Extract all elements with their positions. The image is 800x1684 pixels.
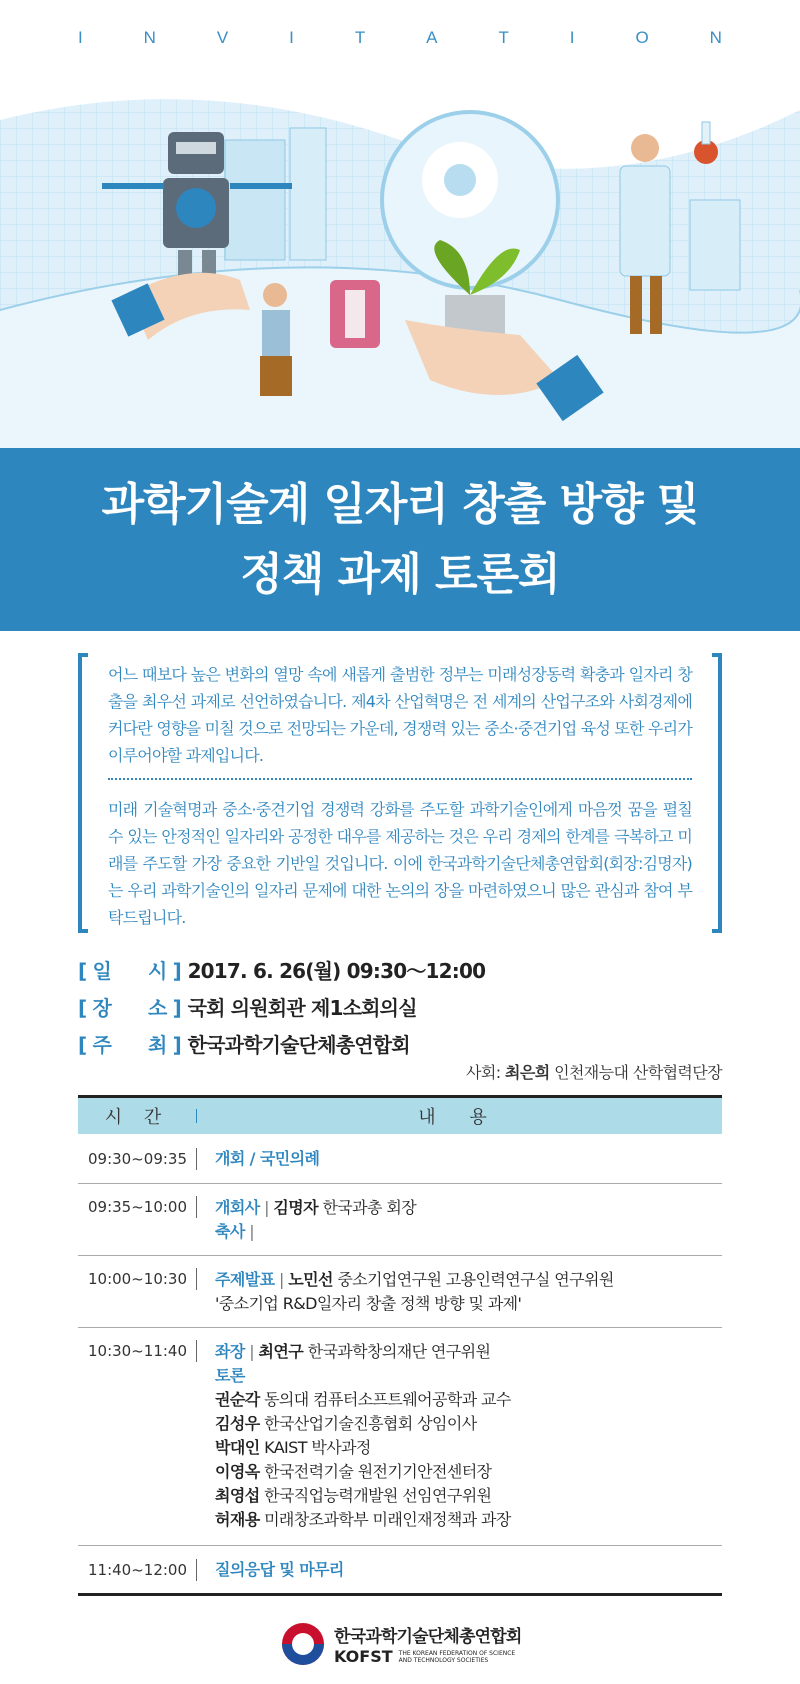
panelist-affil: 한국직업능력개발원 선임연구위원 (264, 1486, 492, 1505)
moderator-line (466, 1060, 722, 1083)
invitation-heading (0, 28, 800, 48)
intro-paragraph-2: 미래 기술혁명과 중소·중견기업 경쟁력 강화를 주도할 과학기술인에게 마음껏 꿈을 펼칠 수 있는 안정적인 일자리와 공정한 대우를 제공하는 것은 우리 경제의 한계를 극복하고 미래를 주도할 가장 중요한 기반일 것입니다. 이에 한국과학기술단체총연합회(회장:김명자)는 우리 과학기술인의 일자리 문제에 대한 논의의 장을 마련하였으니 많은 관심과 참여 부탁드립니다. (108, 800, 692, 927)
info-date (78, 955, 485, 984)
panelist-affil: 미래창조과학부 미래인재정책과 과장 (264, 1510, 511, 1529)
info-host-value: 한국과학기술단체총연합회 (187, 1033, 410, 1057)
table-row: 10:30~11:40 좌장 | 최연구 한국과학창의재단 연구위원 토론 권순각 동의대 컴퓨터소프트웨어공학과 교수 김성우 한국산업기술진흥협회 상임이사 박대인 KAIST 박사과정 이영옥 한국전력기술 원전기기안전센터장 최영섭 한국직업능력개발원 선임연구위원 허재용 미래창조과학부 미래인재정책과 과장 (78, 1328, 722, 1546)
row-time: 09:35~10:00 (88, 1198, 188, 1216)
panelist-affil: KAIST 박사과정 (264, 1438, 371, 1457)
invite-letter: I (289, 28, 294, 47)
page-title-line1: 과학기술계 일자리 창출 방향 및 (101, 479, 699, 530)
info-date-value: 2017. 6. 26(월) 09:30～12:00 (187, 959, 486, 983)
hero-illustration (0, 80, 800, 448)
panelist (215, 1484, 722, 1508)
invite-letter: T (498, 28, 509, 47)
speaker-name: 노민선 (288, 1270, 333, 1289)
info-host (78, 1029, 410, 1058)
page-title-line2: 정책 과제 토론회 (240, 549, 560, 600)
footer-logo (280, 1620, 540, 1668)
panelist-affil: 한국산업기술진흥협회 상임이사 (264, 1414, 477, 1433)
info-place-label: [ 장 소 ] (78, 996, 182, 1020)
speaker-affil: 한국과학창의재단 연구위원 (307, 1342, 491, 1361)
table-header (78, 1095, 722, 1134)
invite-letter: I (78, 28, 83, 47)
panelist-name: 이영옥 (215, 1462, 260, 1481)
row-time: 09:30~09:35 (88, 1149, 188, 1168)
bracket-right (712, 653, 722, 933)
footer-org-en-full-1: THE KOREAN FEDERATION OF SCIENCE (398, 1649, 516, 1657)
panelist-name: 권순각 (215, 1390, 260, 1409)
title-banner (0, 448, 800, 631)
row-time: 10:00~10:30 (88, 1270, 188, 1288)
table-row: 09:35~10:00 개회사 | 김명자 한국과총 회장 축사 | (78, 1184, 722, 1256)
panelist-name: 허재용 (215, 1510, 260, 1529)
speaker-name: 최연구 (258, 1342, 304, 1361)
table-row (78, 1546, 722, 1596)
panelist (215, 1412, 722, 1436)
invite-letter: I (569, 28, 575, 47)
header-content: 내 용 (418, 1107, 501, 1128)
info-host-label: [ 주 최 ] (78, 1033, 182, 1057)
intro-paragraph-1: 어느 때보다 높은 변화의 열망 속에 새롭게 출범한 정부는 미래성장동력 확충과 일자리 창출을 최우선 과제로 선언하였습니다. 제4차 산업혁명은 전 세계의 산업구조와 사회경제에 커다란 영향을 미칠 것으로 전망되는 가운데, 경쟁력 있는 중소·중견기업 육성 또한 우리가 이루어야할 과제입니다. (108, 665, 692, 765)
header-time: 시 간 (104, 1107, 170, 1128)
panelist-affil: 한국전력기술 원전기기안전센터장 (264, 1462, 492, 1481)
speaker-name: 김명자 (273, 1198, 318, 1217)
table-row (78, 1134, 722, 1184)
moderator-label: 사회: (466, 1063, 501, 1082)
row-item: 질의응답 및 마무리 (215, 1559, 344, 1579)
row-item: 좌장 (215, 1342, 245, 1361)
moderator-affil: 인천재능대 산학협력단장 (554, 1063, 722, 1082)
invite-letter: V (216, 28, 229, 47)
intro-box (78, 653, 722, 933)
panelist (215, 1436, 722, 1460)
info-place-value: 국회 의원회관 제1소회의실 (187, 996, 417, 1020)
row-time: 10:30~11:40 (88, 1342, 188, 1360)
panelist-name: 김성우 (215, 1414, 260, 1433)
dotted-divider (108, 778, 692, 780)
panelist-affil: 동의대 컴퓨터소프트웨어공학과 교수 (264, 1390, 511, 1409)
invite-letter: N (709, 28, 722, 47)
panelist (215, 1460, 722, 1484)
info-date-label: [ 일 시 ] (78, 959, 182, 983)
panelist (215, 1388, 722, 1412)
invite-letter: O (635, 28, 649, 47)
moderator-name: 최은희 (505, 1063, 550, 1082)
presentation-title: '중소기업 R&D일자리 창출 정책 방향 및 과제' (215, 1294, 522, 1313)
table-row: 10:00~10:30 주제발표 | 노민선 중소기업연구원 고용인력연구실 연구위원 '중소기업 R&D일자리 창출 정책 방향 및 과제' (78, 1256, 722, 1328)
footer-org-kr: 한국과학기술단체총연합회 (334, 1627, 522, 1647)
row-item: 축사 (215, 1222, 245, 1241)
row-item: 개회 / 국민의례 (215, 1148, 320, 1168)
panelist-name: 최영섭 (215, 1486, 260, 1505)
invite-letter: T (354, 28, 366, 47)
footer-org-en-full-2: AND TECHNOLOGY SOCIETIES (398, 1656, 489, 1664)
invite-letter: N (143, 28, 156, 47)
panelist (215, 1508, 722, 1532)
info-place (78, 992, 417, 1021)
footer-org-en: KOFST (334, 1647, 393, 1666)
invite-letter: A (426, 28, 438, 47)
row-item: 개회사 (215, 1198, 260, 1217)
bracket-left (78, 653, 88, 933)
speaker-affil: 중소기업연구원 고용인력연구실 연구위원 (337, 1270, 614, 1289)
panelist-name: 박대인 (215, 1438, 260, 1457)
kofst-logo-icon (280, 1621, 326, 1667)
row-item: 토론 (215, 1366, 245, 1385)
program-table (78, 1095, 722, 1596)
row-time: 11:40~12:00 (88, 1560, 188, 1579)
row-item: 주제발표 (215, 1270, 275, 1289)
speaker-affil: 한국과총 회장 (322, 1198, 417, 1217)
